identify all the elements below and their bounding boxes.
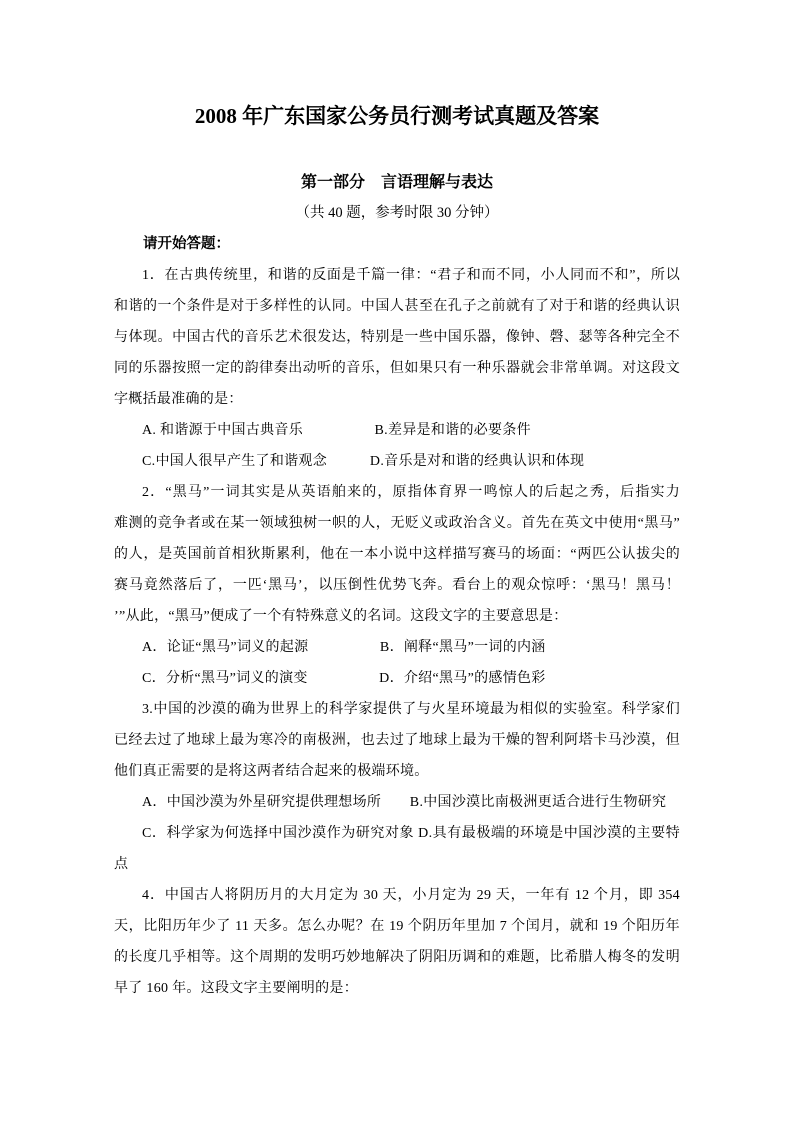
question-options-line: C．分析“黑马”词义的演变 D．介绍“黑马”的感情色彩 [142, 671, 546, 686]
question-4 [114, 880, 680, 1004]
question-options-line: C.中国人很早产生了和谐观念 D.音乐是对和谐的经典认识和体现 [142, 454, 585, 469]
question-body-line: 早了 160 年。这段文字主要阐明的是： [114, 981, 358, 996]
question-body-line: 2．“黑马”一词其实是从英语舶来的，原指体育界一鸣惊人的后起之秀，后指实力 [142, 485, 680, 500]
question-options-line: A．中国沙漠为外星研究提供理想场所 B.中国沙漠比南极洲更适合进行生物研究 [142, 795, 667, 810]
question-body-line: 的人，是英国前首相狄斯累利，他在一本小说中这样描写赛马的场面：“两匹公认拔尖的 [114, 547, 680, 562]
section-note: （共 40 题，参考时限 30 分钟） [295, 205, 499, 221]
document-title: 2008 年广东国家公务员行测考试真题及答案 [194, 104, 600, 128]
start-prompt: 请开始答题： [143, 236, 230, 252]
question-body-line: 的长度几乎相等。这个周期的发明巧妙地解决了阴阳历调和的难题，比希腊人梅冬的发明 [114, 950, 680, 965]
question-body-line: 1．在古典传统里，和谐的反面是千篇一律：“君子和而不同，小人同而不和”，所以 [142, 268, 680, 283]
question-body-line: ’”从此，“黑马”便成了一个有特殊意义的名词。这段文字的主要意思是： [114, 609, 568, 624]
question-body-line: 和谐的一个条件是对于多样性的认同。中国人甚至在孔子之前就有了对于和谐的经典认识 [114, 299, 680, 314]
question-body-line: 4．中国古人将阴历月的大月定为 30 天，小月定为 29 天，一年有 12 个月，即 354 [142, 888, 680, 903]
document-content [114, 100, 680, 1004]
question-body-line: 他们真正需要的是将这两者结合起来的极端环境。 [114, 764, 429, 779]
question-2 [114, 477, 680, 694]
question-options-line: A．论证“黑马”词义的起源 B．阐释“黑马”一词的内涵 [142, 640, 546, 655]
question-body-line: 难测的竞争者或在某一领域独树一帜的人，无贬义或政治含义。首先在英文中使用“黑马” [114, 516, 680, 531]
question-options-line: 点 [114, 857, 129, 872]
question-body-line: 同的乐器按照一定的韵律奏出动听的音乐，但如果只有一种乐器就会非常单调。对这段文 [114, 361, 680, 376]
question-3 [114, 694, 680, 880]
section-heading: 第一部分 言语理解与表达 [300, 174, 493, 191]
question-body-line: 3.中国的沙漠的确为世界上的科学家提供了与火星环境最为相似的实验室。科学家们 [142, 702, 680, 717]
question-body-line: 天，比阳历年少了 11 天多。怎么办呢？在 19 个阴历年里加 7 个闰月，就和 19 个阳历年 [114, 919, 680, 934]
question-options-line: C．科学家为何选择中国沙漠作为研究对象 D.具有最极端的环境是中国沙漠的主要特 [142, 826, 680, 841]
question-body-line: 赛马竟然落后了，一匹‘黑马’，以压倒性优势飞奔。看台上的观众惊呼：‘黑马！黑马！ [114, 578, 680, 593]
question-1 [114, 260, 680, 477]
question-body-line: 字概括最准确的是： [114, 392, 243, 407]
question-body-line: 已经去过了地球上最为寒冷的南极洲，也去过了地球上最为干燥的智利阿塔卡马沙漠，但 [114, 733, 680, 748]
question-body-line: 与体现。中国古代的音乐艺术很发达，特别是一些中国乐器，像钟、磬、瑟等各种完全不 [114, 330, 680, 345]
question-options-line: A. 和谐源于中国古典音乐 B.差异是和谐的必要条件 [142, 423, 531, 438]
